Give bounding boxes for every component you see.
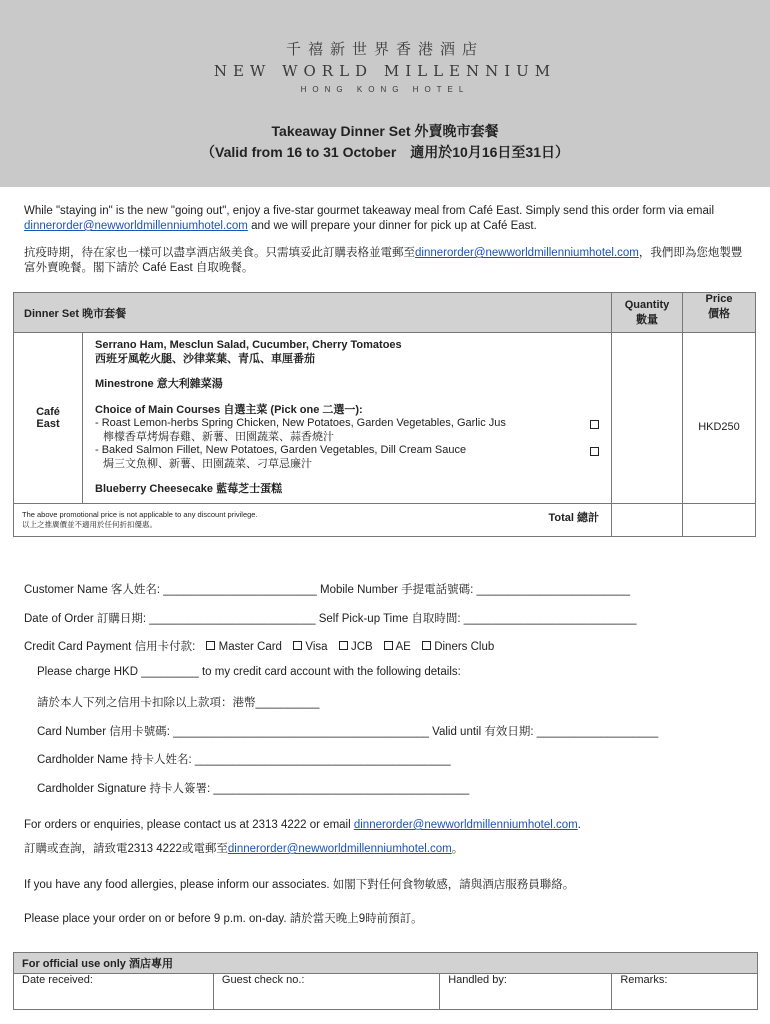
menu-items [83, 333, 612, 504]
official-use-table [13, 952, 758, 1010]
header-quantity [612, 293, 683, 333]
total-quantity-input[interactable] [612, 503, 683, 536]
credit-card-label: Credit Card Payment 信用卡付款: [24, 641, 196, 653]
cc-diners-label: Diners Club [434, 641, 495, 653]
header-banner [0, 0, 770, 187]
total-label: Total 總計 [548, 511, 599, 524]
hotel-logo-chinese: 千禧新世界香港酒店 [285, 40, 484, 58]
cc-jcb-checkbox[interactable] [339, 641, 348, 650]
contact-email-link[interactable]: dinnerorder@newworldmillenniumhotel.com [353, 819, 578, 831]
remarks-field[interactable]: Remarks: [612, 974, 758, 1010]
card-number-field[interactable]: Card Number 信用卡號碼: ________________________________________ Valid until 有效日期: ___________________ [37, 726, 659, 738]
header-dinner-set: Dinner Set 晚市套餐 [14, 293, 612, 333]
menu-table [13, 292, 756, 537]
order-email-link-cn[interactable]: dinnerorder@newworldmillenniumhotel.com [415, 247, 639, 259]
set-price: HKD250 [683, 333, 756, 504]
contact-chinese [24, 840, 463, 856]
promo-note-en: The above promotional price is not applicable to any discount privilege. [22, 509, 258, 519]
header-price-en: Price [705, 293, 733, 305]
promo-note [14, 503, 612, 536]
dessert: Blueberry Cheesecake 藍莓芝士蛋糕 [95, 483, 283, 495]
starter-en: Serrano Ham, Mesclun Salad, Cucumber, Cherry Tomatoes [95, 339, 402, 351]
main-option-2 [95, 444, 599, 458]
venue-line-1: Café [36, 405, 60, 418]
promo-note-cn: 以上之推廣價並不適用於任何折扣優惠。 [22, 519, 157, 529]
customer-name-mobile-field[interactable]: Customer Name 客人姓名: ________________________ Mobile Number 手提電話號碼: ________________________ [24, 584, 631, 596]
cc-option-master[interactable] [206, 641, 281, 653]
cc-option-ae[interactable] [384, 641, 411, 653]
cc-ae-label: AE [395, 641, 411, 653]
allergy-notice: If you have any food allergies, please inform our associates. 如閣下對任何食物敏感，請與酒店服務員聯絡。 [24, 879, 575, 891]
order-date-pickup-field[interactable]: Date of Order 訂購日期: __________________________ Self Pick-up Time 自取時間: ___________________________ [24, 613, 637, 625]
hotel-logo-subtitle: HONG KONG HOTEL [300, 85, 470, 94]
main-option-2-cn: 焗三文魚柳、新薯、田園蔬菜、刁草忌廉汁 [103, 457, 312, 470]
guest-check-field[interactable]: Guest check no.: [213, 974, 439, 1010]
cardholder-name-field[interactable]: Cardholder Name 持卡人姓名: ________________________________________ [37, 754, 451, 766]
contact-english-end: . [577, 819, 581, 831]
main-option-1-cn: 檸檬香草烤焗春雞、新薯、田園蔬菜、蒜香燒汁 [103, 430, 334, 443]
intro-chinese-text: 抗疫時期，待在家也一樣可以盡享酒店級美食。只需填妥此訂購表格並電郵至 [24, 247, 415, 259]
contact-english [24, 819, 581, 831]
header-price-cn: 價格 [708, 308, 730, 320]
document-title: Takeaway Dinner Set 外賣晚市套餐 [271, 123, 499, 139]
handled-by-field[interactable]: Handled by: [440, 974, 612, 1010]
main-course-title: Choice of Main Courses 自選主菜 (Pick one 二選一): [95, 403, 363, 416]
cc-option-jcb[interactable] [339, 641, 373, 653]
menu-item-row [14, 333, 756, 504]
main-option-1 [95, 417, 599, 431]
intro-chinese [24, 246, 748, 276]
main-option-2-checkbox[interactable] [590, 447, 599, 456]
contact-email-link-cn[interactable]: dinnerorder@newworldmillenniumhotel.com [227, 843, 452, 855]
quantity-input[interactable] [612, 333, 683, 504]
cc-option-visa[interactable] [293, 641, 327, 653]
intro-chinese-text-end: ，我們即為您炮製豐富外賣晚餐。閣下請於 Café East 自取晚餐。 [24, 247, 743, 274]
cc-visa-label: Visa [305, 641, 328, 653]
soup: Minestrone 意大利雜菜湯 [95, 378, 223, 390]
menu-header-row [14, 293, 756, 333]
charge-amount-cn[interactable]: 請於本人下列之信用卡扣除以上款項：港幣__________ [37, 697, 320, 709]
header-quantity-cn: 數量 [636, 313, 658, 326]
main-option-1-en: - Roast Lemon-herbs Spring Chicken, New Potatoes, Garden Vegetables, Garlic Jus [95, 417, 506, 429]
intro-english-text: While "staying in" is the new "going out", enjoy a five-star gourmet takeaway meal from Café East. Simply send this order form via email [24, 205, 715, 217]
date-received-field[interactable]: Date received: [14, 974, 214, 1010]
menu-total-row [14, 503, 756, 536]
starter-cn: 西班牙風乾火腿、沙律菜葉、青瓜、車厘番茄 [95, 352, 315, 365]
cc-ae-checkbox[interactable] [384, 641, 393, 650]
contact-chinese-text: 訂購或查詢，請致電2313 4222或電郵至 [24, 843, 228, 855]
contact-chinese-end: 。 [451, 843, 464, 855]
total-price-input[interactable] [683, 503, 756, 536]
cc-jcb-label: JCB [350, 641, 373, 653]
official-use-title: For official use only 酒店專用 [14, 953, 758, 974]
charge-amount-en[interactable]: Please charge HKD _________ to my credit card account with the following details: [37, 666, 461, 678]
main-option-1-checkbox[interactable] [590, 420, 599, 429]
header-price [683, 293, 756, 333]
venue-line-2: East [36, 417, 60, 430]
cc-master-label: Master Card [218, 641, 282, 653]
intro-english [24, 204, 748, 234]
contact-english-text: For orders or enquiries, please contact us at 2313 4222 or email [24, 819, 354, 831]
cc-master-checkbox[interactable] [206, 641, 215, 650]
cc-visa-checkbox[interactable] [293, 641, 302, 650]
header-quantity-en: Quantity [624, 298, 670, 311]
cc-option-diners[interactable] [422, 641, 494, 653]
credit-card-payment [24, 638, 494, 654]
venue-label [14, 333, 83, 504]
main-option-2-en: - Baked Salmon Fillet, New Potatoes, Garden Vegetables, Dill Cream Sauce [95, 444, 467, 456]
cc-diners-checkbox[interactable] [422, 641, 431, 650]
document-subtitle: （Valid from 16 to 31 October 適用於10月16日至31日） [201, 144, 569, 160]
intro-english-text-end: and we will prepare your dinner for pick up at Café East. [247, 220, 537, 232]
order-email-link[interactable]: dinnerorder@newworldmillenniumhotel.com [24, 220, 248, 232]
order-deadline: Please place your order on or before 9 p.m. on-day. 請於當天晚上9時前預訂。 [24, 913, 423, 925]
cardholder-signature-field[interactable]: Cardholder Signature 持卡人簽署: ________________________________________ [37, 783, 470, 795]
hotel-logo-english: NEW WORLD MILLENNIUM [213, 62, 557, 80]
